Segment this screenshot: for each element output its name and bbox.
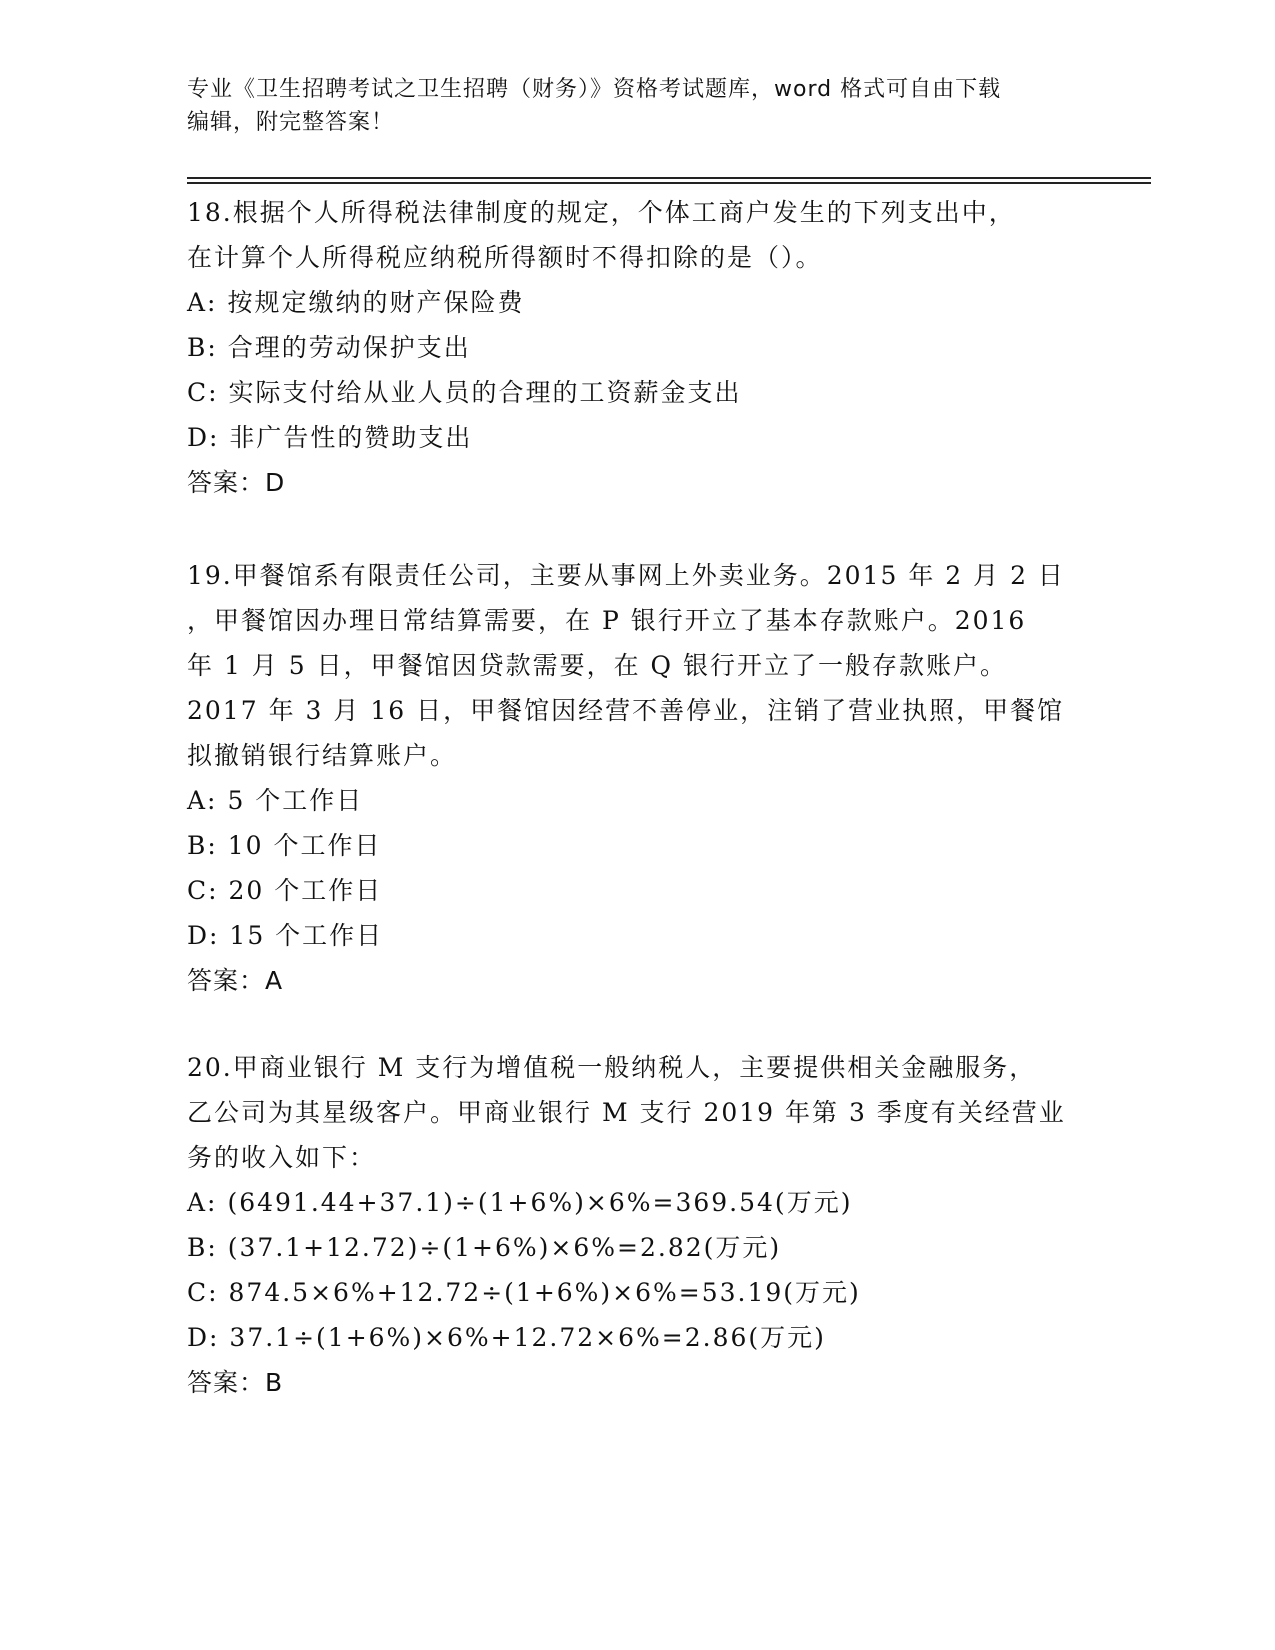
header-line-2: 编辑，附完整答案！ xyxy=(187,110,395,135)
option-text: 实际支付给从业人员的合理的工资薪金支出 xyxy=(228,378,742,407)
option-text: 非广告性的赞助支出 xyxy=(229,423,473,452)
question-19 xyxy=(187,553,1087,1003)
question-stem xyxy=(187,190,1087,280)
option-d xyxy=(187,1315,1087,1360)
question-stem xyxy=(187,1045,1087,1180)
option-text: 20 个工作日 xyxy=(228,876,383,905)
option-text: 37.1÷(1+6%)×6%+12.72×6%=2.86(万元) xyxy=(229,1323,826,1352)
option-b xyxy=(187,325,1087,370)
option-a xyxy=(187,1180,1087,1225)
stem-line: 20.甲商业银行 M 支行为增值税一般纳税人，主要提供相关金融服务， xyxy=(187,1053,1037,1082)
option-text: (6491.44+37.1)÷(1+6%)×6%=369.54(万元) xyxy=(227,1188,853,1217)
option-text: 10 个工作日 xyxy=(227,831,382,860)
option-d xyxy=(187,415,1087,460)
stem-line: 在计算个人所得税应纳税所得额时不得扣除的是（）。 xyxy=(187,243,823,272)
stem-line: 乙公司为其星级客户。甲商业银行 M 支行 2019 年第 3 季度有关经营业 xyxy=(187,1098,1066,1127)
option-letter: A: xyxy=(187,288,218,317)
option-a xyxy=(187,280,1087,325)
option-c xyxy=(187,868,1087,913)
answer: 答案：B xyxy=(187,1368,284,1397)
option-text: (37.1+12.72)÷(1+6%)×6%=2.82(万元) xyxy=(227,1233,782,1262)
stem-line: 18.根据个人所得税法律制度的规定，个体工商户发生的下列支出中， xyxy=(187,198,1016,227)
header-line-1: 专业《卫生招聘考试之卫生招聘（财务）》资格考试题库，word 格式可自由下载 xyxy=(187,77,1002,102)
option-b xyxy=(187,1225,1087,1270)
option-letter: C: xyxy=(187,876,219,905)
option-c xyxy=(187,370,1087,415)
stem-line: 2017 年 3 月 16 日，甲餐馆因经营不善停业，注销了营业执照，甲餐馆 xyxy=(187,696,1065,725)
option-d xyxy=(187,913,1087,958)
option-letter: C: xyxy=(187,378,219,407)
stem-line: 年 1 月 5 日，甲餐馆因贷款需要，在 Q 银行开立了一般存款账户。 xyxy=(187,651,1007,680)
stem-line: 拟撤销银行结算账户。 xyxy=(187,741,458,770)
option-text: 合理的劳动保护支出 xyxy=(227,333,471,362)
stem-line: 19.甲餐馆系有限责任公司，主要从事网上外卖业务。2015 年 2 月 2 日 xyxy=(187,561,1065,590)
option-c xyxy=(187,1270,1087,1315)
document-header xyxy=(187,73,1067,139)
option-letter: B: xyxy=(187,831,218,860)
answer: 答案：A xyxy=(187,966,284,995)
option-b xyxy=(187,823,1087,868)
option-letter: B: xyxy=(187,1233,218,1262)
option-letter: B: xyxy=(187,333,218,362)
option-text: 874.5×6%+12.72÷(1+6%)×6%=53.19(万元) xyxy=(228,1278,861,1307)
option-text: 15 个工作日 xyxy=(229,921,384,950)
question-20 xyxy=(187,1045,1087,1405)
question-18 xyxy=(187,190,1087,505)
option-letter: A: xyxy=(187,1188,218,1217)
stem-line: ，甲餐馆因办理日常结算需要，在 P 银行开立了基本存款账户。2016 xyxy=(187,606,1027,635)
header-divider-top xyxy=(187,177,1151,179)
option-text: 5 个工作日 xyxy=(227,786,364,815)
header-divider-bottom xyxy=(187,182,1151,184)
answer: 答案：D xyxy=(187,468,286,497)
option-letter: C: xyxy=(187,1278,219,1307)
stem-line: 务的收入如下： xyxy=(187,1143,377,1172)
option-text: 按规定缴纳的财产保险费 xyxy=(227,288,525,317)
option-a xyxy=(187,778,1087,823)
option-letter: D: xyxy=(187,921,220,950)
option-letter: A: xyxy=(187,786,218,815)
question-stem xyxy=(187,553,1087,778)
option-letter: D: xyxy=(187,423,220,452)
option-letter: D: xyxy=(187,1323,220,1352)
